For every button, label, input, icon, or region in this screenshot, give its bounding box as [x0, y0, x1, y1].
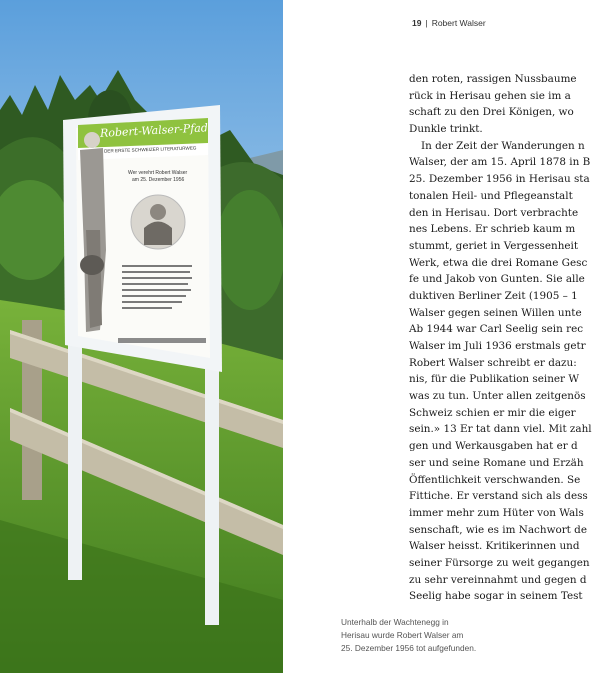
text-line: ser und seine Romane und Erzäh [409, 456, 584, 469]
text-line: Werk, etwa die drei Romane Gesc [409, 256, 588, 269]
text-line: nes Lebens. Er schrieb kaum m [409, 223, 576, 236]
text-line: immer mehr zum Hüter von Wals [409, 506, 584, 519]
sign-title: Robert-Walser-Pfad [99, 121, 209, 140]
running-header [412, 18, 486, 28]
sign-panel-heading-1: Wer verehrt Robert Walser [128, 170, 188, 176]
text-line: den roten, rassigen Nussbaume [409, 73, 577, 85]
text-line: senschaft, wie es im Nachwort de [409, 523, 587, 536]
header-separator: | [425, 18, 428, 28]
body-text [409, 71, 592, 605]
text-line: Walser heisst. Kritikerinnen und [409, 540, 580, 553]
text-line: rück in Herisau gehen sie im a [409, 89, 571, 102]
sign-post-right [205, 340, 219, 625]
text-line: In der Zeit der Wanderungen n [421, 139, 585, 152]
text-line: tonalen Heil- und Pflegeanstalt [409, 189, 573, 202]
page-number: 19 [412, 18, 422, 28]
text-line: schaft zu den Drei Königen, wo [409, 106, 574, 119]
text-line: sein.» 13 Er tat dann viel. Mit zahl [409, 423, 592, 436]
text-line: Fittiche. Er verstand sich als dess [409, 490, 588, 503]
text-line: Seelig habe sogar in seinem Test [409, 590, 583, 603]
text-line: Walser im Juli 1936 erstmals getr [409, 340, 586, 352]
text-line: Walser gegen seinen Willen unte [409, 306, 582, 319]
caption-line: 25. Dezember 1956 tot aufgefunden. [341, 642, 477, 653]
text-line: seiner Fürsorge zu weit gegangen [409, 556, 590, 569]
sign-post-left [68, 340, 82, 580]
text-line: Ab 1944 war Carl Seelig sein rec [409, 323, 584, 336]
text-line: Robert Walser schreibt er dazu: [409, 356, 577, 369]
text-line: Walser, der am 15. April 1878 in B [409, 156, 591, 169]
text-line: stummt, geriet in Vergessenheit [409, 239, 579, 252]
text-line: den in Herisau. Dort verbrachte [409, 206, 579, 219]
sign-panel-heading-2: am 25. Dezember 1956 [132, 177, 185, 183]
running-title: Robert Walser [431, 18, 486, 28]
text-line: nis, für die Publikation seiner W [409, 373, 580, 386]
caption-line: Unterhalb der Wachtenegg in [341, 617, 449, 627]
text-line: gen und Werkausgaben hat er d [409, 440, 578, 453]
sign-subtitle: DER ERSTE SCHWEIZER LITERATURWEG [103, 145, 197, 154]
text-line: Schweiz schien er mir die eiger [409, 406, 576, 419]
text-line: fe und Jakob von Gunten. Sie alle [409, 273, 585, 286]
text-line: Dunkle trinkt. [409, 123, 483, 136]
text-line: zu sehr vereinnahmt und gegen d [409, 573, 587, 586]
text-line: Öffentlichkeit verschwanden. Se [409, 473, 581, 486]
photo-illustration [0, 0, 283, 673]
text-line: 25. Dezember 1956 in Herisau sta [409, 173, 590, 186]
text-line: was zu tun. Unter allen zeitgenös [409, 390, 586, 403]
book-page [283, 0, 592, 673]
photo-caption [341, 616, 521, 654]
text-line: duktiven Berliner Zeit (1905 – 1 [409, 289, 578, 302]
caption-line: Herisau wurde Robert Walser am [341, 629, 464, 640]
photo [0, 0, 283, 673]
